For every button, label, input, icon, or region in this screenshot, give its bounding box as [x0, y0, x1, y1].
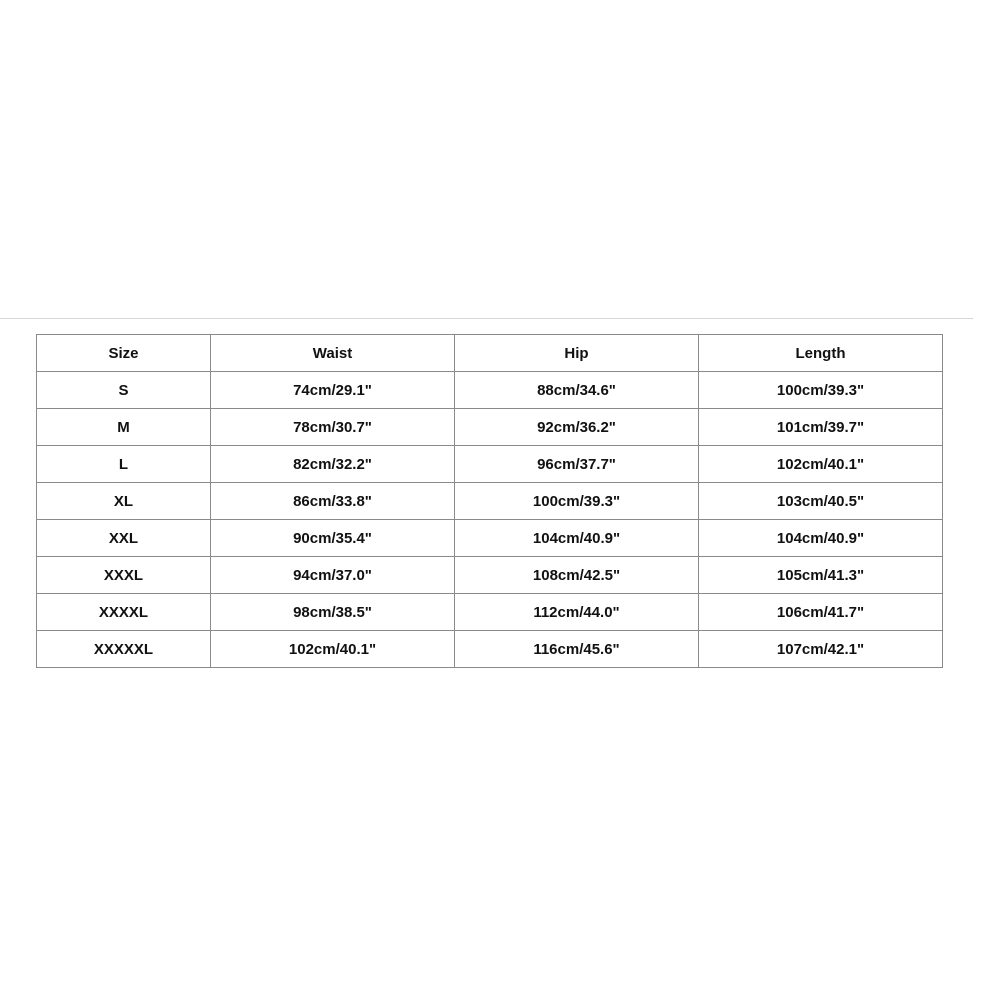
cell-size: XXXL: [37, 557, 211, 594]
header-size: Size: [37, 335, 211, 372]
cell-hip: 116cm/45.6": [455, 631, 699, 668]
table-row: [37, 372, 943, 409]
cell-length: 105cm/41.3": [699, 557, 943, 594]
cell-size: S: [37, 372, 211, 409]
cell-length: 106cm/41.7": [699, 594, 943, 631]
cell-length: 104cm/40.9": [699, 520, 943, 557]
cell-length: 101cm/39.7": [699, 409, 943, 446]
cell-hip: 108cm/42.5": [455, 557, 699, 594]
header-waist: Waist: [211, 335, 455, 372]
table-row: [37, 557, 943, 594]
cell-size: XXL: [37, 520, 211, 557]
cell-hip: 104cm/40.9": [455, 520, 699, 557]
cell-waist: 94cm/37.0": [211, 557, 455, 594]
cell-hip: 96cm/37.7": [455, 446, 699, 483]
cell-length: 103cm/40.5": [699, 483, 943, 520]
table-header-row: [37, 335, 943, 372]
table-row: [37, 520, 943, 557]
cell-size: XXXXL: [37, 594, 211, 631]
table-row: [37, 446, 943, 483]
cell-hip: 112cm/44.0": [455, 594, 699, 631]
cell-waist: 78cm/30.7": [211, 409, 455, 446]
cell-waist: 102cm/40.1": [211, 631, 455, 668]
size-chart-table: [36, 334, 943, 668]
cell-length: 107cm/42.1": [699, 631, 943, 668]
cell-length: 102cm/40.1": [699, 446, 943, 483]
table-row: [37, 409, 943, 446]
cell-waist: 86cm/33.8": [211, 483, 455, 520]
cell-size: L: [37, 446, 211, 483]
cell-hip: 88cm/34.6": [455, 372, 699, 409]
cell-waist: 82cm/32.2": [211, 446, 455, 483]
cell-size: XL: [37, 483, 211, 520]
table-row: [37, 594, 943, 631]
divider-line: [0, 318, 973, 319]
cell-size: M: [37, 409, 211, 446]
header-hip: Hip: [455, 335, 699, 372]
cell-hip: 100cm/39.3": [455, 483, 699, 520]
header-length: Length: [699, 335, 943, 372]
cell-waist: 74cm/29.1": [211, 372, 455, 409]
cell-length: 100cm/39.3": [699, 372, 943, 409]
cell-waist: 90cm/35.4": [211, 520, 455, 557]
cell-hip: 92cm/36.2": [455, 409, 699, 446]
cell-waist: 98cm/38.5": [211, 594, 455, 631]
cell-size: XXXXXL: [37, 631, 211, 668]
table-row: [37, 631, 943, 668]
table-row: [37, 483, 943, 520]
